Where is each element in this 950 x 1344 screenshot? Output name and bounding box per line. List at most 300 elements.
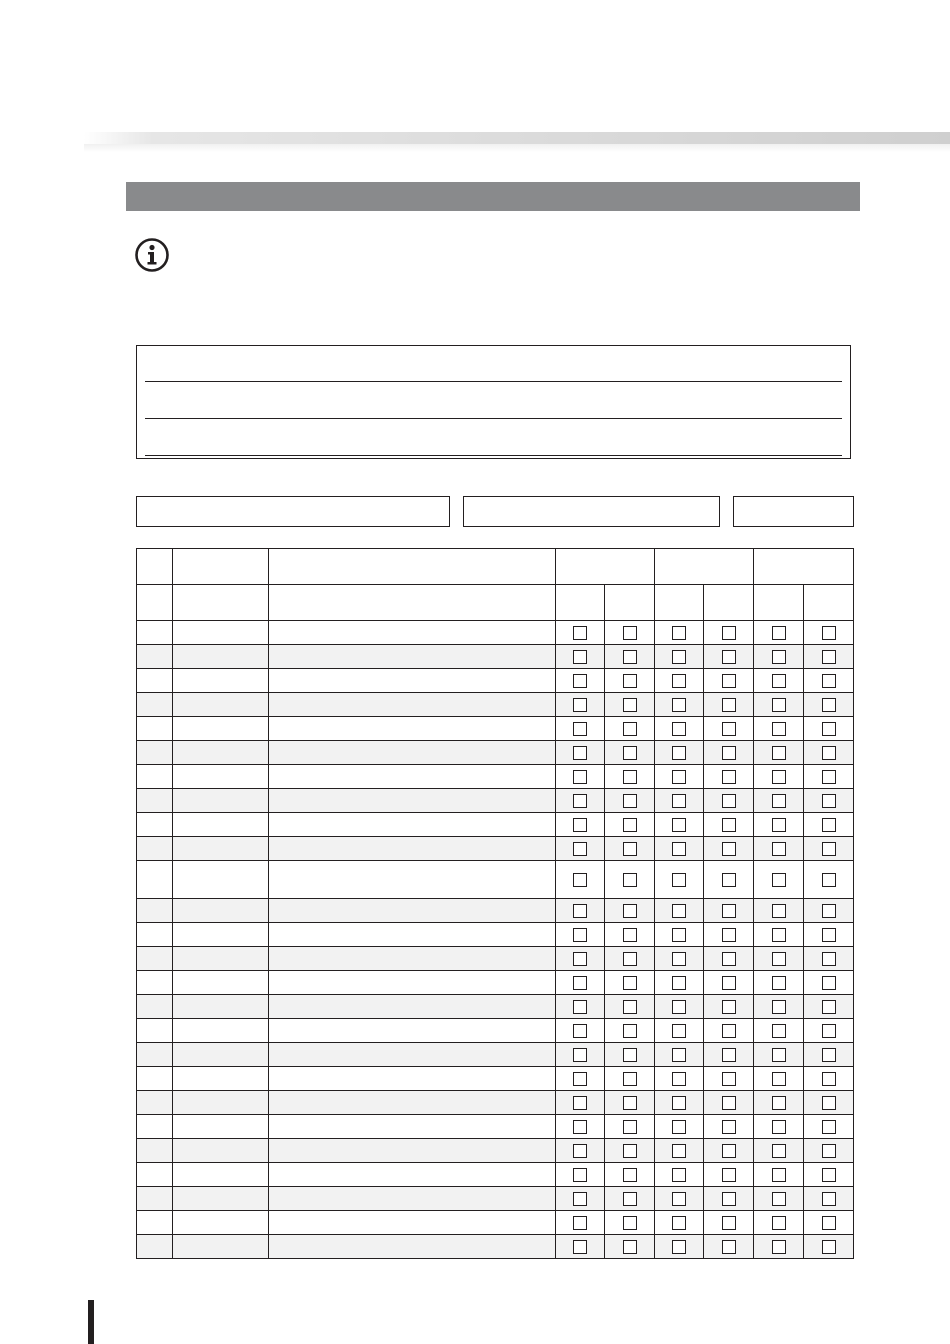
checkbox[interactable] [822,842,836,856]
checkbox[interactable] [573,976,587,990]
checkbox[interactable] [822,818,836,832]
checkbox-cell [556,923,605,947]
checkbox-cell [655,995,704,1019]
checkbox[interactable] [573,873,587,887]
checkbox[interactable] [623,698,637,712]
checkbox[interactable] [623,1144,637,1158]
checkbox[interactable] [672,1000,686,1014]
checkbox[interactable] [623,626,637,640]
row-description-cell [269,765,556,789]
group-header [655,549,754,585]
checkbox[interactable] [722,650,736,664]
table-row [137,693,854,717]
checkbox-cell [704,1091,754,1115]
checkbox-cell [655,899,704,923]
checkbox[interactable] [672,1048,686,1062]
checkbox[interactable] [623,1168,637,1182]
checkbox[interactable] [822,1096,836,1110]
checkbox[interactable] [573,952,587,966]
checkbox[interactable] [672,976,686,990]
checkbox[interactable] [772,770,786,784]
row-description-cell [269,1187,556,1211]
note-line[interactable] [145,381,842,382]
checkbox[interactable] [772,1120,786,1134]
row-description-cell [269,621,556,645]
checkbox[interactable] [573,842,587,856]
table-row [137,971,854,995]
checkbox[interactable] [672,1192,686,1206]
checkbox[interactable] [772,873,786,887]
row-number-cell [137,971,173,995]
checkbox-cell [605,789,655,813]
checkbox[interactable] [573,722,587,736]
checkbox-cell [804,923,854,947]
section-title [126,188,136,204]
checkbox[interactable] [672,1072,686,1086]
checkbox-cell [556,1211,605,1235]
checkbox[interactable] [672,842,686,856]
checkbox-cell [804,1139,854,1163]
checkbox[interactable] [822,674,836,688]
checkbox-cell [804,765,854,789]
row-code-cell [173,765,269,789]
sub-header [804,585,854,621]
checkbox-cell [804,995,854,1019]
checkbox[interactable] [573,1216,587,1230]
row-number-cell [137,1211,173,1235]
checkbox[interactable] [822,746,836,760]
checkbox-cell [754,741,804,765]
checkbox[interactable] [722,952,736,966]
checkbox-cell [605,1115,655,1139]
note-line[interactable] [145,455,842,456]
checkbox[interactable] [573,1048,587,1062]
row-description-cell [269,741,556,765]
checkbox[interactable] [722,1024,736,1038]
checkbox[interactable] [722,1000,736,1014]
checkbox-cell [556,995,605,1019]
checkbox[interactable] [672,770,686,784]
checkbox[interactable] [573,1072,587,1086]
header-cell [269,585,556,621]
row-code-cell [173,789,269,813]
checkbox[interactable] [672,746,686,760]
checkbox[interactable] [623,873,637,887]
checkbox[interactable] [772,1216,786,1230]
checkbox-cell [556,813,605,837]
checkbox-cell [704,1235,754,1259]
checkbox[interactable] [722,1168,736,1182]
checkbox[interactable] [672,722,686,736]
checkbox[interactable] [822,698,836,712]
checkbox[interactable] [772,698,786,712]
checkbox[interactable] [573,650,587,664]
checkbox[interactable] [722,1048,736,1062]
checkbox[interactable] [623,928,637,942]
row-description-cell [269,947,556,971]
notes-box [136,345,851,459]
checkbox-cell [704,741,754,765]
row-number-cell [137,789,173,813]
row-description-cell [269,837,556,861]
row-number-cell [137,1235,173,1259]
row-number-cell [137,1163,173,1187]
checkbox[interactable] [623,1216,637,1230]
checkbox[interactable] [623,1048,637,1062]
checkbox-cell [556,1091,605,1115]
row-code-cell [173,1211,269,1235]
checkbox[interactable] [623,1072,637,1086]
checkbox-cell [804,813,854,837]
checkbox[interactable] [573,928,587,942]
checkbox-cell [605,813,655,837]
checkbox[interactable] [573,1120,587,1134]
checkbox[interactable] [573,1168,587,1182]
checkbox[interactable] [573,1144,587,1158]
row-code-cell [173,1163,269,1187]
checkbox[interactable] [822,976,836,990]
row-number-cell [137,621,173,645]
checkbox-cell [754,923,804,947]
row-description-cell [269,669,556,693]
checkbox-cell [704,1067,754,1091]
checkbox[interactable] [772,1048,786,1062]
row-description-cell [269,899,556,923]
checkbox-cell [655,1091,704,1115]
sub-header [605,585,655,621]
checkbox-cell [605,861,655,899]
checkbox[interactable] [772,1024,786,1038]
checkbox-cell [655,645,704,669]
checkbox[interactable] [772,1096,786,1110]
row-description-cell [269,645,556,669]
checkbox[interactable] [822,770,836,784]
checkbox[interactable] [672,1168,686,1182]
header-cell [173,585,269,621]
checkbox-cell [804,717,854,741]
checkbox[interactable] [822,1120,836,1134]
table-row [137,837,854,861]
checkbox[interactable] [573,818,587,832]
row-number-cell [137,899,173,923]
checkbox[interactable] [772,794,786,808]
checkbox-cell [605,741,655,765]
checkbox[interactable] [573,674,587,688]
checkbox[interactable] [722,1072,736,1086]
checkbox-cell [655,1187,704,1211]
checkbox[interactable] [822,1000,836,1014]
checkbox-cell [556,1043,605,1067]
checkbox[interactable] [672,674,686,688]
checkbox[interactable] [623,722,637,736]
checkbox[interactable] [772,1240,786,1254]
row-code-cell [173,717,269,741]
checkbox[interactable] [822,1072,836,1086]
row-number-cell [137,1091,173,1115]
row-number-cell [137,645,173,669]
checkbox[interactable] [772,1192,786,1206]
checkbox[interactable] [722,1216,736,1230]
checkbox[interactable] [722,904,736,918]
checkbox-cell [655,1019,704,1043]
row-code-cell [173,645,269,669]
sub-header [556,585,605,621]
checkbox[interactable] [822,904,836,918]
checkbox-cell [754,1043,804,1067]
checkbox[interactable] [573,1024,587,1038]
checkbox[interactable] [772,674,786,688]
checkbox[interactable] [722,976,736,990]
table-row [137,669,854,693]
checkbox[interactable] [623,770,637,784]
checkbox[interactable] [722,1144,736,1158]
checkbox-cell [804,1067,854,1091]
checkbox-cell [804,693,854,717]
checkbox[interactable] [623,904,637,918]
checkbox-cell [655,669,704,693]
checkbox[interactable] [822,873,836,887]
checkbox[interactable] [772,722,786,736]
checkbox-cell [556,971,605,995]
checkbox[interactable] [822,1240,836,1254]
checkbox[interactable] [722,626,736,640]
field-2[interactable] [463,496,720,527]
checkbox[interactable] [623,1096,637,1110]
checkbox-cell [804,971,854,995]
checkbox[interactable] [623,1000,637,1014]
checkbox[interactable] [772,1168,786,1182]
checkbox[interactable] [672,1240,686,1254]
checkbox-cell [605,947,655,971]
checkbox-cell [605,1067,655,1091]
row-code-cell [173,1091,269,1115]
checkbox[interactable] [822,650,836,664]
checkbox[interactable] [822,1168,836,1182]
checkbox-cell [704,669,754,693]
row-description-cell [269,1235,556,1259]
row-description-cell [269,1043,556,1067]
checkbox-cell [655,1235,704,1259]
checkbox[interactable] [772,952,786,966]
checkbox-cell [605,1187,655,1211]
checkbox[interactable] [722,794,736,808]
checkbox-cell [655,813,704,837]
checkbox-cell [556,741,605,765]
checkbox-cell [704,1211,754,1235]
checkbox[interactable] [722,722,736,736]
checkbox[interactable] [772,976,786,990]
table-row [137,1091,854,1115]
checkbox-cell [754,899,804,923]
checkbox[interactable] [722,746,736,760]
checkbox-cell [556,765,605,789]
table-row [137,923,854,947]
checkbox[interactable] [573,1192,587,1206]
checkbox[interactable] [573,1000,587,1014]
header-cell [137,585,173,621]
checkbox[interactable] [722,818,736,832]
checkbox[interactable] [672,873,686,887]
info-icon [134,237,170,273]
checkbox[interactable] [672,904,686,918]
field-1[interactable] [136,496,450,527]
checkbox-cell [754,1019,804,1043]
checkbox[interactable] [672,1144,686,1158]
checkbox-cell [704,899,754,923]
checkbox[interactable] [722,928,736,942]
table-row [137,765,854,789]
checkbox[interactable] [623,976,637,990]
checkbox[interactable] [573,1096,587,1110]
checkbox-cell [754,1139,804,1163]
checkbox[interactable] [822,1216,836,1230]
checkbox[interactable] [573,794,587,808]
checkbox[interactable] [672,1024,686,1038]
checkbox[interactable] [672,698,686,712]
row-code-cell [173,741,269,765]
checkbox-cell [804,669,854,693]
checkbox[interactable] [722,1192,736,1206]
table-row [137,899,854,923]
checkbox-cell [605,1043,655,1067]
checkbox[interactable] [623,1192,637,1206]
checkbox[interactable] [822,1144,836,1158]
checkbox[interactable] [623,842,637,856]
checkbox[interactable] [822,626,836,640]
checkbox[interactable] [623,1120,637,1134]
checkbox[interactable] [772,1072,786,1086]
checkbox[interactable] [623,952,637,966]
checkbox[interactable] [772,1000,786,1014]
checkbox[interactable] [573,626,587,640]
checkbox[interactable] [772,626,786,640]
checkbox-cell [605,1211,655,1235]
checkbox-cell [605,1139,655,1163]
checkbox[interactable] [623,1024,637,1038]
table-row [137,1187,854,1211]
checkbox-cell [754,1163,804,1187]
checkbox[interactable] [722,1240,736,1254]
checkbox-cell [754,765,804,789]
checkbox[interactable] [573,746,587,760]
checkbox[interactable] [772,818,786,832]
checkbox[interactable] [772,746,786,760]
row-code-cell [173,995,269,1019]
checkbox[interactable] [722,674,736,688]
checkbox-cell [704,813,754,837]
checkbox[interactable] [672,928,686,942]
table-subheader-row [137,585,854,621]
checkbox[interactable] [822,928,836,942]
checkbox[interactable] [772,842,786,856]
checkbox[interactable] [722,1120,736,1134]
checkbox[interactable] [772,1144,786,1158]
table-row [137,621,854,645]
checkbox-cell [704,923,754,947]
checkbox-cell [804,947,854,971]
checkbox-cell [704,717,754,741]
checkbox-cell [804,1187,854,1211]
checkbox[interactable] [672,1216,686,1230]
checkbox[interactable] [573,904,587,918]
checkbox[interactable] [672,818,686,832]
checklist-table [136,548,854,1259]
checkbox[interactable] [822,794,836,808]
checkbox-cell [556,789,605,813]
checkbox[interactable] [672,952,686,966]
checkbox[interactable] [623,794,637,808]
checkbox-cell [804,621,854,645]
row-description-cell [269,1163,556,1187]
checkbox-cell [804,1115,854,1139]
checkbox[interactable] [822,1192,836,1206]
row-number-cell [137,861,173,899]
checkbox[interactable] [623,674,637,688]
row-code-cell [173,1115,269,1139]
note-line[interactable] [145,418,842,419]
checkbox-cell [655,923,704,947]
checkbox-cell [804,1235,854,1259]
checkbox-cell [556,669,605,693]
checkbox-cell [704,693,754,717]
checkbox-cell [754,1067,804,1091]
checkbox-cell [704,621,754,645]
checkbox[interactable] [623,746,637,760]
row-code-cell [173,971,269,995]
checkbox[interactable] [573,1240,587,1254]
checkbox[interactable] [822,1024,836,1038]
row-number-cell [137,1067,173,1091]
checkbox[interactable] [722,770,736,784]
checkbox-cell [556,1187,605,1211]
checkbox[interactable] [722,1096,736,1110]
checkbox-cell [804,1091,854,1115]
checkbox-cell [605,995,655,1019]
checkbox-cell [605,923,655,947]
checkbox[interactable] [822,952,836,966]
checkbox-cell [704,995,754,1019]
table-row [137,947,854,971]
checkbox-cell [804,837,854,861]
checkbox[interactable] [772,650,786,664]
table-row [137,717,854,741]
row-code-cell [173,837,269,861]
checkbox[interactable] [623,1240,637,1254]
field-3[interactable] [733,496,854,527]
checkbox[interactable] [772,904,786,918]
checkbox[interactable] [623,818,637,832]
checkbox-cell [556,1163,605,1187]
checkbox[interactable] [672,1120,686,1134]
checkbox[interactable] [672,1096,686,1110]
checkbox[interactable] [573,698,587,712]
checkbox-cell [605,1019,655,1043]
checkbox[interactable] [822,722,836,736]
checkbox[interactable] [722,698,736,712]
checkbox-cell [655,861,704,899]
checkbox[interactable] [573,770,587,784]
checkbox[interactable] [672,794,686,808]
checkbox[interactable] [623,650,637,664]
checkbox[interactable] [722,873,736,887]
checkbox[interactable] [672,650,686,664]
checkbox-cell [655,1115,704,1139]
checkbox[interactable] [672,626,686,640]
checkbox[interactable] [722,842,736,856]
checkbox[interactable] [822,1048,836,1062]
checkbox-cell [804,1043,854,1067]
checkbox[interactable] [772,928,786,942]
